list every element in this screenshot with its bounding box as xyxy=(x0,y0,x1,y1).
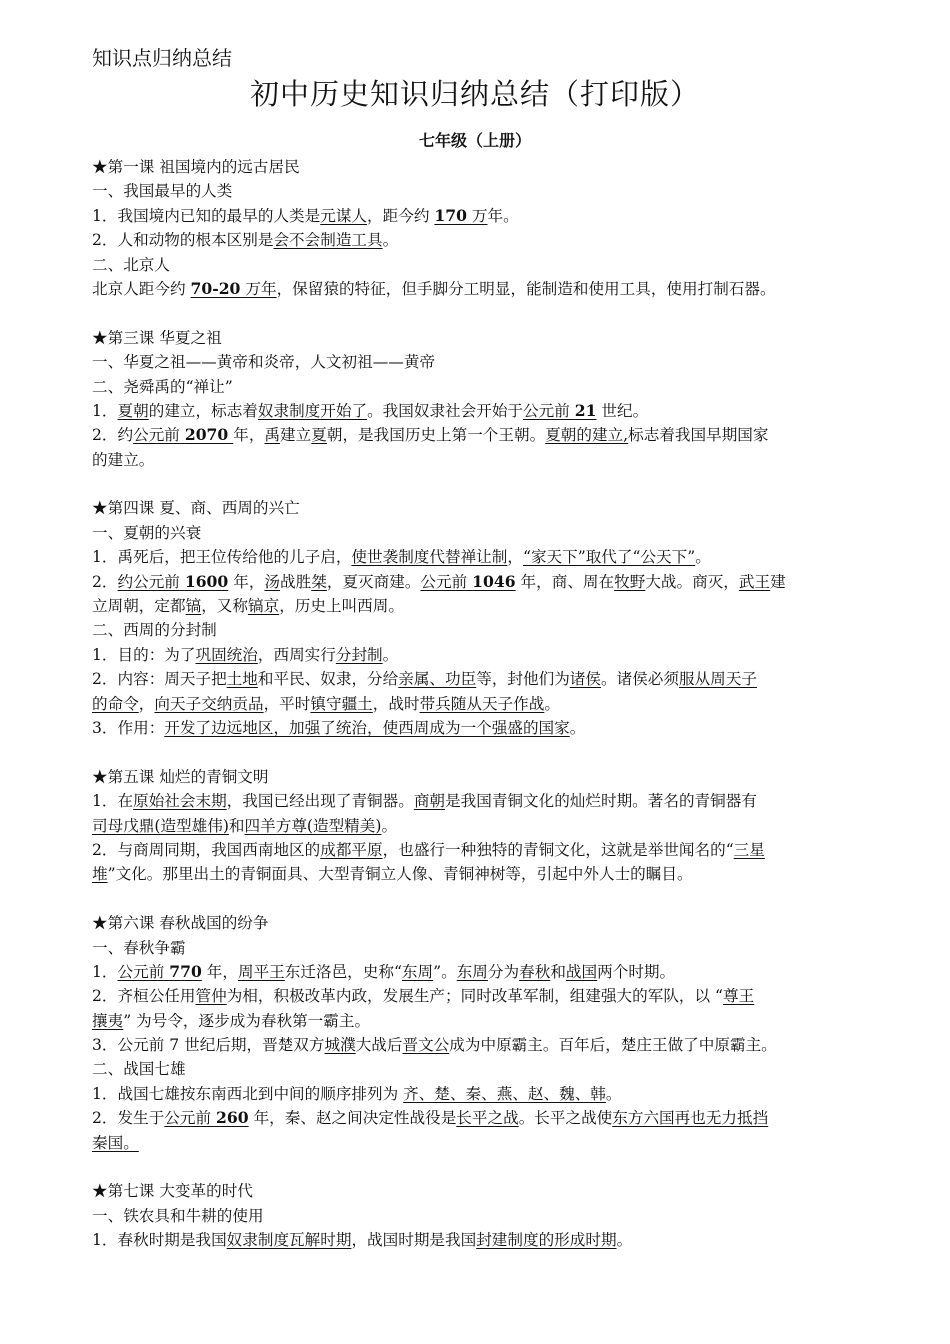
text-line xyxy=(92,643,910,667)
text-segment: 3．作用： xyxy=(92,718,165,737)
text-line xyxy=(92,253,910,277)
key-term: 会不会制造工具 xyxy=(273,231,383,250)
text-segment: 建 xyxy=(770,572,786,591)
key-term: 镐 xyxy=(185,597,202,616)
text-segment: ， xyxy=(507,548,523,567)
text-segment: 世纪。 xyxy=(596,401,649,420)
text-segment: ★第四课 夏、商、西周的兴亡 xyxy=(92,499,300,518)
text-line xyxy=(92,448,910,472)
text-segment: 年，商、周在 xyxy=(515,572,615,591)
text-segment: 年， xyxy=(201,962,238,981)
text-segment: 建立 xyxy=(280,426,312,445)
text-segment: 的建立。 xyxy=(92,450,155,469)
key-term: 分封制 xyxy=(335,645,383,664)
key-term: 成都平原 xyxy=(320,840,383,859)
key-term: 奴隶制度瓦解时期 xyxy=(226,1231,352,1250)
key-term: 三星 xyxy=(733,840,765,859)
text-segment: 。 xyxy=(382,645,399,664)
text-segment: 大战后 xyxy=(355,1036,403,1055)
key-term: 1600 xyxy=(184,571,229,591)
text-line xyxy=(92,814,910,838)
text-segment: 2． xyxy=(92,572,118,591)
key-term: 服从周天子 xyxy=(678,670,757,689)
text-segment: 和平民、奴隶，分给 xyxy=(257,670,399,689)
text-segment: 二、北京人 xyxy=(92,255,170,274)
paragraph-gap xyxy=(92,301,910,325)
text-segment: 和 xyxy=(228,816,245,835)
key-term: 的命令 xyxy=(92,694,139,713)
key-term: 奴隶制度开始了 xyxy=(257,401,368,420)
key-term: 齐、楚、秦、燕、赵、魏、韩 xyxy=(403,1084,606,1103)
text-segment: 。 xyxy=(382,231,399,250)
text-segment: 立周朝，定都 xyxy=(92,597,186,616)
text-line xyxy=(92,594,910,618)
key-term: 司母戊鼎(造型雄伟) xyxy=(92,816,229,835)
text-segment: 1．春秋时期是我国 xyxy=(92,1231,227,1250)
text-line xyxy=(92,1131,910,1155)
text-segment: ，我国已经出现了青铜器。 xyxy=(226,792,414,811)
key-term: 260 xyxy=(216,1108,249,1128)
key-term: 土地 xyxy=(226,670,258,689)
text-segment: 。 xyxy=(381,816,398,835)
key-term: 170 xyxy=(434,205,467,225)
text-segment: 1． xyxy=(92,962,118,981)
key-term: 2070 xyxy=(184,425,229,445)
key-term: “家天下”取代了“公天下” xyxy=(522,548,696,567)
key-term: 长平之战 xyxy=(456,1109,519,1128)
text-line xyxy=(92,399,910,423)
key-term: 70-20 xyxy=(190,278,241,298)
lesson-heading xyxy=(92,496,910,520)
text-line xyxy=(92,716,910,740)
key-term: 周平王 xyxy=(237,962,285,981)
text-segment: 1．禹死后，把王位传给他的儿子启， xyxy=(92,548,352,567)
text-line xyxy=(92,838,910,862)
key-term: 巩固统治 xyxy=(195,645,258,664)
key-term: 770 xyxy=(169,961,202,981)
key-term: 春秋 xyxy=(519,962,551,981)
text-segment: 朝，是我国历史上第一个王朝。 xyxy=(326,426,546,445)
key-term: 战国 xyxy=(565,962,598,981)
text-segment: 的建立，标志着 xyxy=(148,401,258,420)
text-segment: 2．人和动物的根本区别是 xyxy=(92,231,274,250)
text-segment: 北京人距今约 xyxy=(92,279,191,298)
key-term: 公元前 xyxy=(117,962,170,981)
key-term: 攘夷 xyxy=(92,1011,124,1030)
text-segment: 1．战国七雄按东南西北到中间的顺序排列为 xyxy=(92,1084,404,1103)
text-line xyxy=(92,350,910,374)
text-line xyxy=(92,204,910,228)
key-term: 夏朝 xyxy=(117,401,149,420)
text-line xyxy=(92,692,910,716)
text-segment: ，保留猿的特征，但手脚分工明显，能制造和使用工具，使用打制石器。 xyxy=(276,279,776,298)
text-line xyxy=(92,960,910,984)
paragraph-gap xyxy=(92,472,910,496)
key-term: 带兵随从天子作战 xyxy=(419,694,545,713)
text-segment: ，又称 xyxy=(201,597,248,616)
text-segment: 。我国奴隶社会开始于 xyxy=(367,401,524,420)
text-segment: 2．约 xyxy=(92,426,134,445)
text-line xyxy=(92,789,910,813)
text-segment: 为相，积极改革内政，发展生产；同时改革军制，组建强大的军队，以 “ xyxy=(226,987,724,1006)
text-segment: ★第一课 祖国境内的远古居民 xyxy=(92,158,300,176)
text-segment: 2．内容：周天子把 xyxy=(92,670,227,689)
text-segment: 标志着我国早期国家 xyxy=(628,426,769,445)
text-segment: 年， xyxy=(228,572,265,591)
lesson-heading xyxy=(92,155,910,179)
text-segment: 二、西周的分封制 xyxy=(92,621,217,640)
text-line xyxy=(92,984,910,1008)
text-line xyxy=(92,179,910,203)
text-segment: 成为中原霸主。百年后，楚庄王做了中原霸主。 xyxy=(449,1036,777,1055)
text-segment: 一、铁农具和牛耕的使用 xyxy=(92,1206,264,1225)
text-segment: 二、尧舜禹的“禅让” xyxy=(92,377,233,396)
lesson-heading xyxy=(92,765,910,789)
key-term: 牧野 xyxy=(614,572,646,591)
key-term: 尊王 xyxy=(723,987,755,1006)
text-segment: 一、我国最早的人类 xyxy=(92,182,233,201)
key-term: 元谋人 xyxy=(320,206,368,225)
key-term: 商朝 xyxy=(413,792,446,811)
text-line xyxy=(92,228,910,252)
text-line xyxy=(92,618,910,642)
text-segment: ，历史上叫西周。 xyxy=(279,597,404,616)
key-term: 秦国。 xyxy=(92,1133,139,1152)
text-line xyxy=(92,545,910,569)
key-term: 城濮 xyxy=(324,1036,356,1055)
key-term: 镐京 xyxy=(247,597,280,616)
text-segment: 3．公元前 7 世纪后期，晋楚双方 xyxy=(92,1036,325,1055)
paragraph-gap xyxy=(92,1155,910,1179)
header-note: 知识点归纳总结 xyxy=(92,46,232,70)
text-line xyxy=(92,936,910,960)
text-segment: 2．发生于 xyxy=(92,1109,165,1128)
text-segment: 分为 xyxy=(487,962,520,981)
text-line xyxy=(92,667,910,691)
text-segment: ★第七课 大变革的时代 xyxy=(92,1182,253,1201)
text-segment: 。 xyxy=(605,1084,622,1103)
key-term: 使世袭制度代替禅让制 xyxy=(351,548,508,567)
text-line xyxy=(92,570,910,594)
text-segment: 年， xyxy=(233,426,265,445)
text-segment: ★第五课 灿烂的青铜文明 xyxy=(92,767,269,786)
text-segment: 一、春秋争霸 xyxy=(92,938,186,957)
text-line xyxy=(92,1228,910,1252)
key-term: 万 xyxy=(466,206,488,225)
key-term: 公元前 xyxy=(523,401,575,420)
text-segment: 2．与商周同期，我国西南地区的 xyxy=(92,840,321,859)
key-term: 原始社会末期 xyxy=(133,792,227,811)
paragraph-gap xyxy=(92,887,910,911)
document-body xyxy=(92,155,910,1253)
key-term: 亲属、功臣 xyxy=(398,670,477,689)
text-line xyxy=(92,862,910,886)
text-segment: 一、夏朝的兴衰 xyxy=(92,523,202,542)
text-segment: 。 xyxy=(544,694,560,713)
key-term: 公元前 xyxy=(420,572,473,591)
text-segment: 。诸侯必须 xyxy=(601,670,679,689)
key-term: 桀 xyxy=(311,572,327,591)
grade-heading: 七年级（上册） xyxy=(418,131,531,150)
key-term: 四羊方尊(造型精美) xyxy=(244,816,382,835)
text-line xyxy=(92,375,910,399)
key-term: 武王 xyxy=(738,572,771,591)
text-segment: 大战。商灭， xyxy=(645,572,739,591)
text-segment: 战胜 xyxy=(280,572,312,591)
text-segment: 。 xyxy=(695,548,711,567)
text-segment: ，也盛行一种独特的青铜文化，这就是举世闻名的“ xyxy=(382,840,734,859)
key-term: 诸侯 xyxy=(569,670,601,689)
key-term: 东周 xyxy=(456,962,488,981)
key-term: 1046 xyxy=(472,571,516,591)
text-segment: ，西周实行 xyxy=(257,645,336,664)
text-segment: 年，秦、赵之间决定性战役是 xyxy=(248,1109,457,1128)
lesson-heading xyxy=(92,911,910,935)
text-segment: 2．齐桓公任用 xyxy=(92,987,196,1006)
key-term: 万年 xyxy=(240,279,277,298)
key-term: 汤 xyxy=(264,572,281,591)
text-segment: 年。 xyxy=(487,206,519,225)
key-term: 管仲 xyxy=(195,987,227,1006)
text-line xyxy=(92,1106,910,1130)
text-segment: 。长平之战使 xyxy=(518,1109,613,1128)
lesson-heading xyxy=(92,1179,910,1203)
key-term: 堆 xyxy=(92,865,108,884)
document-title: 初中历史知识归纳总结（打印版） xyxy=(249,77,700,111)
key-term: 东周 xyxy=(401,962,434,981)
text-segment: ” 为号令，逐步成为春秋第一霸主。 xyxy=(123,1011,371,1030)
text-segment: 1．我国境内已知的最早的人类是 xyxy=(92,206,321,225)
key-term: 21 xyxy=(574,400,597,420)
text-segment: ， xyxy=(138,694,155,713)
text-segment: 东迁洛邑，史称“ xyxy=(284,962,402,981)
text-segment: ★第三课 华夏之祖 xyxy=(92,328,222,347)
paragraph-gap xyxy=(92,740,910,764)
key-term: 约公元前 xyxy=(117,572,185,591)
text-segment: ，平时 xyxy=(263,694,311,713)
key-term: 封建制度的形成时期 xyxy=(476,1231,617,1250)
text-segment: ★第六课 春秋战国的纷争 xyxy=(92,914,269,933)
text-line xyxy=(92,1204,910,1228)
text-segment: 二、战国七雄 xyxy=(92,1060,186,1079)
key-term: 东方六国再也无力抵挡 xyxy=(612,1109,769,1128)
text-segment: 两个时期。 xyxy=(597,962,676,981)
text-segment: 。 xyxy=(569,718,586,737)
text-segment: ，夏灭商建。 xyxy=(326,572,421,591)
text-line xyxy=(92,1057,910,1081)
key-term: 夏 xyxy=(311,426,327,445)
text-segment: 1．在 xyxy=(92,792,134,811)
text-segment: ”。 xyxy=(433,962,457,981)
key-term: 禹 xyxy=(264,426,281,445)
text-segment: 1．目的：为了 xyxy=(92,645,196,664)
text-segment: 。 xyxy=(616,1231,633,1250)
key-term: 晋文公 xyxy=(402,1036,450,1055)
key-term: 开发了边远地区，加强了统治，使西周成为一个强盛的国家 xyxy=(164,718,570,737)
text-line xyxy=(92,1033,910,1057)
key-term: 公元前 xyxy=(133,426,185,445)
text-line xyxy=(92,1082,910,1106)
text-segment: 和 xyxy=(550,962,566,981)
text-line xyxy=(92,521,910,545)
key-term: 夏朝的建立, xyxy=(545,426,629,445)
text-segment: 是我国青铜文化的灿烂时期。著名的青铜器有 xyxy=(445,792,757,811)
text-line xyxy=(92,277,910,301)
text-line xyxy=(92,1009,910,1033)
lesson-heading xyxy=(92,326,910,350)
key-term: 向天子交纳贡品 xyxy=(154,694,264,713)
key-term: 公元前 xyxy=(164,1109,217,1128)
text-segment: 等，封他们为 xyxy=(476,670,570,689)
text-segment: 1． xyxy=(92,401,118,420)
text-line xyxy=(92,423,910,447)
text-segment: ，战时 xyxy=(372,694,420,713)
text-segment: 一、华夏之祖——黄帝和炎帝，人文初祖——黄帝 xyxy=(92,353,436,372)
text-segment: ，距今约 xyxy=(367,206,435,225)
text-segment: ，战国时期是我国 xyxy=(351,1231,477,1250)
text-segment: ”文化。那里出土的青铜面具、大型青铜立人像、青铜神树等，引起中外人士的瞩目。 xyxy=(107,865,693,884)
key-term: 镇守疆土 xyxy=(310,694,373,713)
